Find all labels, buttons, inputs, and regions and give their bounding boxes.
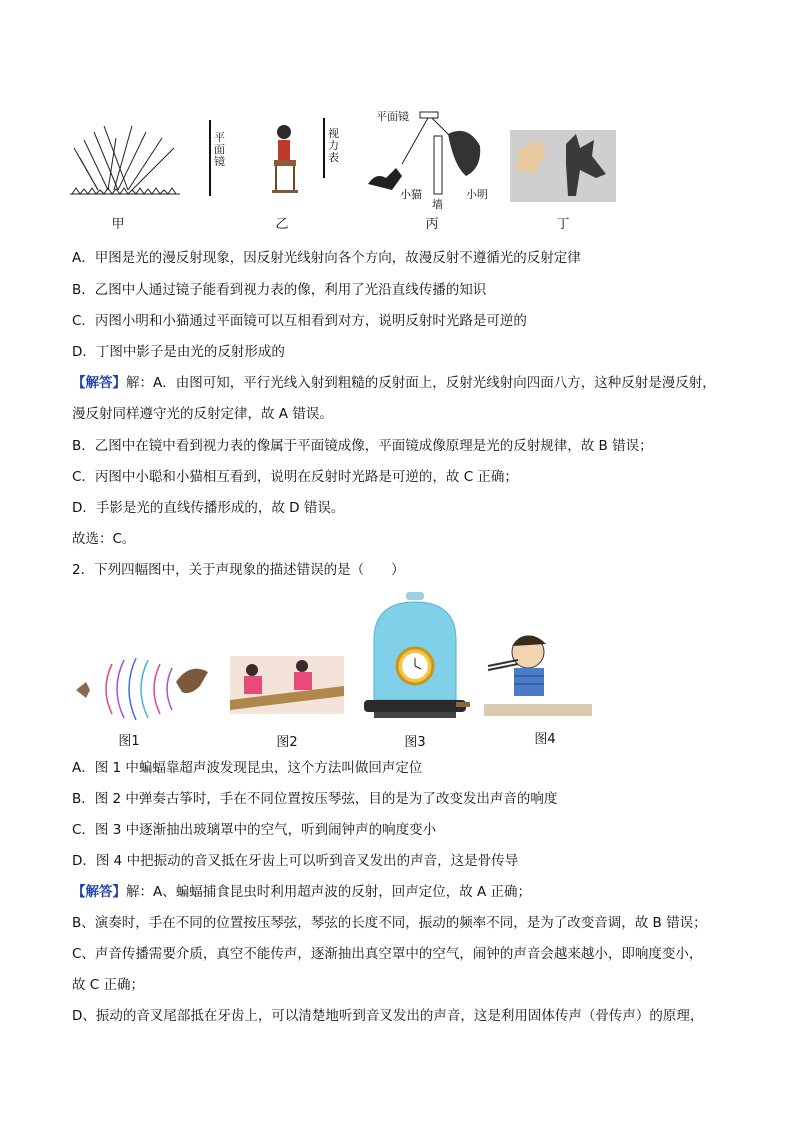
figure-caption-bing: 丙 [425, 217, 439, 232]
q2-option-d: D．图 4 中把振动的音叉抵在牙齿上可以听到音叉发出的声音，这是骨传导 [72, 853, 519, 869]
q2-answer-line-3: C、声音传播需要介质，真空不能传声，逐渐抽出真空罩中的空气，闹钟的声音会越来越小，即响度变小， [72, 946, 703, 962]
q1-answer-line-3: B．乙图中在镜中看到视力表的像属于平面镜成像，平面镜成像原理是光的反射规律，故 B 错误； [72, 438, 653, 454]
q1-answer-text-1: 解：A．由图可知，平行光线入射到粗糙的反射面上，反射光线射向四面八方，这种反射是漫反射， [126, 375, 716, 391]
figure-bell-jar-clock [360, 590, 470, 730]
q2-option-c: C．图 3 中逐渐抽出玻璃罩中的空气，听到闹钟声的响度变小 [72, 822, 437, 838]
q2-option-a: A．图 1 中蝙蝠靠超声波发现昆虫，这个方法叫做回声定位 [72, 760, 423, 776]
figure-caption-3: 图3 [404, 735, 426, 750]
figure-caption-4: 图4 [534, 732, 556, 747]
wall-label: 墙 [432, 198, 443, 211]
eye-chart-label: 视力表 [328, 127, 339, 164]
q1-answer-line-5: D．手影是光的直线传播形成的，故 D 错误。 [72, 500, 345, 516]
figure-tuning-fork-teeth [484, 626, 592, 718]
q1-option-a: A．甲图是光的漫反射现象，因反射光线射向各个方向，故漫反射不遵循光的反射定律 [72, 250, 581, 266]
q2-answer-line-4: 故 C 正确； [72, 977, 145, 993]
q1-option-b: B．乙图中人通过镜子能看到视力表的像，利用了光沿直线传播的知识 [72, 282, 487, 298]
q1-answer-line-4: C．丙图中小聪和小猫相互看到，说明在反射时光路是可逆的，故 C 正确； [72, 469, 518, 485]
cat-label: 小猫 [400, 188, 422, 201]
q1-option-d: D．丁图中影子是由光的反射形成的 [72, 344, 285, 360]
figure-caption-1: 图1 [118, 734, 140, 749]
q1-answer-line-2: 漫反射同样遵守光的反射定律，故 A 错误。 [72, 406, 333, 422]
q2-option-b: B．图 2 中弹奏古筝时，手在不同位置按压琴弦，目的是为了改变发出声音的响度 [72, 791, 558, 807]
figure-caption-yi: 乙 [275, 217, 289, 232]
figure-caption-2: 图2 [276, 735, 298, 750]
figure-hand-shadow [510, 130, 616, 202]
q2-answer-text-1: 解：A、蝙蝠捕食昆虫时利用超声波的反射，回声定位，故 A 正确； [126, 884, 532, 900]
figure-diffuse-reflection [70, 118, 182, 200]
q1-answer-line-1 [72, 373, 716, 393]
q1-option-c: C．丙图小明和小猫通过平面镜可以互相看到对方，说明反射时光路是可逆的 [72, 313, 527, 329]
q2-answer-tag: 【解答】 [72, 884, 126, 900]
ming-label: 小明 [466, 188, 488, 201]
mirror-label-yi: 平面镜 [214, 131, 225, 168]
q2-question: 2．下列四幅图中，关于声现象的描述错误的是（ ） [72, 562, 405, 578]
q1-answer-line-6: 故选：C。 [72, 531, 136, 547]
figure-caption-ding: 丁 [556, 217, 570, 232]
q2-answer-line-1 [72, 882, 531, 902]
q2-answer-line-2: B、演奏时，手在不同的位置按压琴弦，琴弦的长度不同，振动的频率不同，是为了改变音调，故 B 错误； [72, 915, 707, 931]
figure-caption-jia: 甲 [111, 217, 125, 232]
mirror-label-bing: 平面镜 [376, 110, 409, 123]
figure-bat-echolocation [72, 652, 212, 726]
figure-guzheng-players [230, 656, 344, 714]
q1-answer-tag: 【解答】 [72, 375, 126, 391]
q2-answer-line-5: D、振动的音叉尾部抵在牙齿上，可以清楚地听到音叉发出的声音，这是利用固体传声（骨传声）的原理， [72, 1008, 704, 1024]
